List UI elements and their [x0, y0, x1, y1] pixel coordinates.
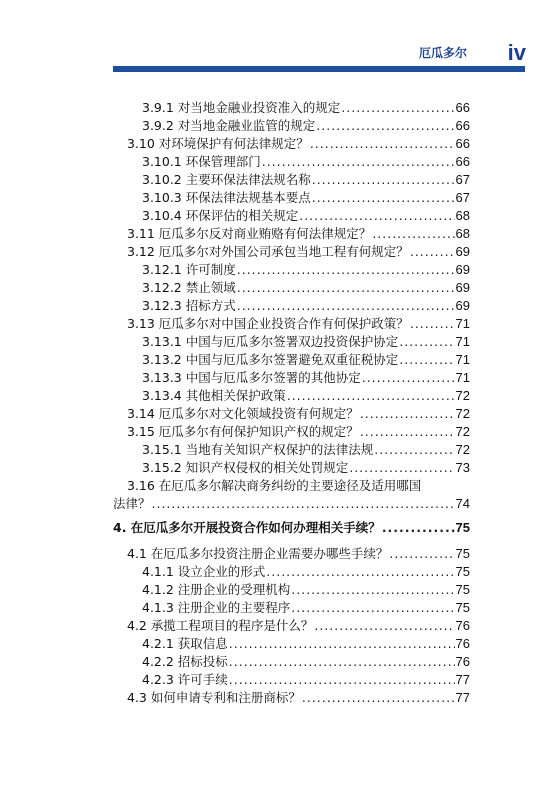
toc-entry-page: 68: [455, 226, 470, 241]
dot-leader: [262, 154, 455, 170]
toc-entry-page: 69: [455, 298, 470, 313]
dot-leader: [291, 582, 454, 598]
page-number: iv: [507, 40, 526, 65]
toc-entry-page: 71: [455, 316, 470, 331]
toc-entry-page: 71: [455, 370, 470, 385]
toc-entry[interactable]: [142, 100, 470, 116]
dot-leader: [372, 226, 454, 242]
toc-entry-page: 71: [455, 334, 470, 349]
toc-entry-text: 3.12 厄瓜多尔对外国公司承包当地工程有何规定？: [127, 244, 409, 259]
dot-leader: [399, 352, 454, 368]
toc-entry[interactable]: [142, 118, 470, 134]
toc-entry[interactable]: [142, 636, 470, 652]
toc-entry[interactable]: [142, 582, 470, 598]
toc-entry[interactable]: [142, 388, 470, 404]
toc-entry-text: 3.13.1 中国与厄瓜多尔签署双边投资保护协定: [142, 334, 399, 349]
toc-entry[interactable]: [142, 654, 470, 670]
dot-leader: [229, 654, 455, 670]
toc-entry-text: 3.12.2 禁止领域: [142, 280, 236, 295]
toc-entry-page: 76: [455, 636, 470, 651]
dot-leader: [237, 298, 455, 314]
toc-entry-page: 72: [455, 442, 470, 457]
toc-entry-page: 77: [455, 672, 470, 687]
dot-leader: [341, 100, 454, 116]
dot-leader: [312, 172, 455, 188]
toc-entry-text: 3.10 对环境保护有何法律规定？: [127, 136, 309, 151]
toc-entry-page: 75: [455, 600, 470, 615]
dot-leader: [287, 388, 455, 404]
dot-leader: [312, 190, 455, 206]
dot-leader: [382, 520, 455, 536]
toc-entry-text: 3.10.4 环保评估的相关规定: [142, 208, 299, 223]
toc-entry-text: 3.13.3 中国与厄瓜多尔签署的其他协定: [142, 370, 361, 385]
toc-entry[interactable]: [142, 460, 470, 476]
toc-entry-text: 3.15.2 知识产权侵权的相关处罚规定: [142, 460, 349, 475]
toc-entry-page: 66: [455, 118, 470, 133]
toc-entry-text: 3.12.3 招标方式: [142, 298, 236, 313]
toc-entry[interactable]: [142, 370, 470, 386]
toc-entry-text: 3.15 厄瓜多尔有何保护知识产权的规定？: [127, 424, 359, 439]
toc-entry-page: 71: [455, 352, 470, 367]
dot-leader: [310, 136, 455, 152]
toc-entry-page: 75: [455, 546, 470, 561]
toc-entry[interactable]: [127, 226, 470, 242]
toc-entry-text: 4.1 在厄瓜多尔投资注册企业需要办哪些手续？: [127, 546, 389, 561]
toc-entry-text: 4.2.2 招标投标: [142, 654, 228, 669]
toc-entry-page: 68: [455, 208, 470, 223]
toc-entry[interactable]: [142, 190, 470, 206]
toc-entry-page: 72: [455, 424, 470, 439]
toc-entry-text: 3.13 厄瓜多尔对中国企业投资合作有何保护政策？: [127, 316, 409, 331]
toc-entry[interactable]: [127, 316, 470, 332]
dot-leader: [229, 672, 455, 688]
dot-leader: [374, 442, 454, 458]
toc-entry-text: 3.11 厄瓜多尔反对商业贿赂有何法律规定？: [127, 226, 372, 241]
dot-leader: [360, 424, 455, 440]
toc-entry-text: 3.10.1 环保管理部门: [142, 154, 261, 169]
toc-entry[interactable]: [127, 424, 470, 440]
toc-entry-text: 3.13.2 中国与厄瓜多尔签署避免双重征税协定: [142, 352, 399, 367]
toc-entry-text: 3.12.1 许可制度: [142, 262, 236, 277]
toc-entry-text: 4.2.1 获取信息: [142, 636, 228, 651]
toc-entry-text: 3.10.3 环保法律法规基本要点: [142, 190, 311, 205]
toc-entry-text: 4.1.3 注册企业的主要程序: [142, 600, 291, 615]
toc-entry[interactable]: [142, 334, 470, 350]
toc-entry-text[interactable]: 3.16 在厄瓜多尔解决商务纠纷的主要途径及适用哪国: [127, 478, 422, 493]
toc-entry-text: 3.15.1 当地有关知识产权保护的法律法规: [142, 442, 374, 457]
toc-entry-page: 75: [455, 564, 470, 579]
toc-entry[interactable]: [127, 136, 470, 152]
dot-leader: [314, 618, 454, 634]
toc-entry-text: 4. 在厄瓜多尔开展投资合作如何办理相关手续？: [113, 520, 381, 535]
toc-entry-text: 4.3 如何申请专利和注册商标？: [127, 690, 301, 705]
toc-entry-page: 72: [455, 406, 470, 421]
dot-leader: [389, 546, 454, 562]
toc-entry-page: 69: [455, 244, 470, 259]
toc-entry-text: 4.2.3 许可手续: [142, 672, 228, 687]
dot-leader: [302, 690, 455, 706]
toc-entry[interactable]: [113, 496, 470, 512]
toc-entry[interactable]: [142, 564, 470, 580]
toc-entry-page: 66: [455, 100, 470, 115]
toc-entry[interactable]: [127, 618, 470, 634]
toc-entry-text: 3.9.2 对当地金融业监管的规定: [142, 118, 316, 133]
toc-entry-text: 3.10.2 主要环保法律法规名称: [142, 172, 311, 187]
toc-entry-page: 76: [455, 654, 470, 669]
toc-entry-text: 3.13.4 其他相关保护政策: [142, 388, 286, 403]
toc-entry-page: 75: [455, 582, 470, 597]
dot-leader: [266, 564, 454, 580]
dot-leader: [316, 118, 454, 134]
toc-entry[interactable]: [127, 690, 470, 706]
dot-leader: [237, 280, 455, 296]
toc-entry-page: 75: [455, 520, 470, 535]
toc-entry-text: 法律？: [113, 496, 151, 511]
toc-entry-page: 72: [455, 388, 470, 403]
toc-entry-page: 66: [455, 154, 470, 169]
toc-entry-page: 74: [455, 496, 470, 511]
toc-entry-text: 3.9.1 对当地金融业投资准入的规定: [142, 100, 341, 115]
toc-entry[interactable]: [142, 352, 470, 368]
dot-leader: [399, 334, 454, 350]
toc-entry-page: 76: [455, 618, 470, 633]
toc-entry-page: 73: [455, 460, 470, 475]
toc-entry[interactable]: [113, 520, 470, 536]
toc-entry-page: 77: [455, 690, 470, 705]
dot-leader: [410, 244, 455, 260]
toc-entry[interactable]: [127, 406, 470, 422]
toc-entry-text: 4.2 承揽工程项目的程序是什么？: [127, 618, 314, 633]
dot-leader: [152, 496, 455, 512]
toc-entry-page: 66: [455, 136, 470, 151]
toc-entry[interactable]: [142, 262, 470, 278]
dot-leader: [299, 208, 454, 224]
dot-leader: [237, 262, 455, 278]
toc-entry-page: 67: [455, 172, 470, 187]
toc-entry[interactable]: [142, 298, 470, 314]
toc-entry-text: 4.1.1 设立企业的形式: [142, 564, 266, 579]
dot-leader: [410, 316, 455, 332]
toc-entry-text: 3.14 厄瓜多尔对文化领域投资有何规定？: [127, 406, 359, 421]
dot-leader: [229, 636, 455, 652]
toc-entry[interactable]: [142, 280, 470, 296]
toc-entry[interactable]: [142, 154, 470, 170]
toc-entry-text: 4.1.2 注册企业的受理机构: [142, 582, 291, 597]
toc-entry[interactable]: [142, 208, 470, 224]
running-header-title: 厄瓜多尔: [418, 46, 467, 60]
toc-entry[interactable]: [142, 672, 470, 688]
toc-entry-page: 69: [455, 280, 470, 295]
toc-entry-page: 67: [455, 190, 470, 205]
toc-entry-page: 69: [455, 262, 470, 277]
toc-entry[interactable]: [127, 546, 470, 562]
dot-leader: [360, 406, 455, 422]
dot-leader: [291, 600, 454, 616]
dot-leader: [349, 460, 454, 476]
toc-entry[interactable]: [142, 600, 470, 616]
toc-entry[interactable]: [142, 172, 470, 188]
dot-leader: [362, 370, 455, 386]
toc-entry[interactable]: [127, 244, 470, 260]
toc-entry[interactable]: [142, 442, 470, 458]
